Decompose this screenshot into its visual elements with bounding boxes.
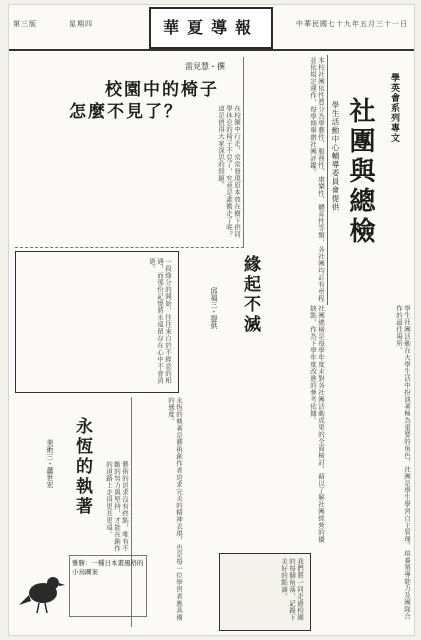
- article-body: 學生社團活動在大學生活中扮演著極為重要的角色，社團是學生學習自主管理、培養領導能力及團隊合作的最佳場所。: [395, 305, 411, 620]
- mid-story-box: [15, 251, 179, 393]
- mid-story-title: 緣起不滅: [240, 255, 260, 335]
- article-body: 社團總檢是每學年度末對各社團活動成果的全面檢討，藉以了解社團經營的優缺點，作為下學年度改進的參考依據。: [309, 305, 325, 543]
- bird-caption: 雅勝：一種日本畫風格的小鳥圖案: [69, 555, 147, 617]
- newspaper-page: [8, 4, 415, 636]
- article-body: 一段緣分的開始，往往來自於不經意的相遇，而那份記憶將永遠留存在心中不會消逝。: [148, 258, 172, 384]
- series-label: 學英會系列專文: [389, 73, 399, 143]
- bottom-left-title: 永恆的執著: [72, 417, 92, 517]
- left-feature-subtitle: 怎麼不見了？: [69, 102, 183, 122]
- left-feature-title: 校園中的椅子: [105, 80, 219, 100]
- bottom-left-byline: 美術三・蕭世宏: [46, 439, 54, 488]
- left-feature-byline: 雷見慧・撰: [185, 62, 225, 71]
- issue-info: 第三版 星期四: [13, 20, 93, 28]
- feature-provider: 學生活動中心輔導委員會提供: [331, 101, 340, 212]
- page-header: [9, 5, 414, 49]
- article-body: 永恆的執著是藝術創作者追求完美的精神表現，也是每一位學習者應具備的態度。: [167, 397, 183, 621]
- article-body: 藝術的追求沒有終點，唯有不斷的努力與堅持，才能在創作的道路上走得更長更遠。: [105, 461, 129, 552]
- article-body: 本校社團依性質分為學藝性、服務性、康樂性、體育性等類，各社團均訂有章程並依規定運作，每學期舉辦社團評鑑。: [309, 57, 325, 302]
- feature-article: [327, 55, 410, 305]
- masthead: 華夏導報: [149, 7, 273, 49]
- header-rule: [9, 49, 414, 51]
- feature-title: 社團與總檢: [345, 97, 375, 247]
- bird-illustration: [19, 565, 65, 615]
- left-feature-article: [15, 57, 244, 248]
- mid-story-byline: 邱福三・提供: [210, 287, 218, 329]
- issue-date: 中華民國七十九年五月三十一日: [296, 20, 408, 28]
- photo-cutout: [219, 553, 311, 631]
- article-body: 在校園中行走，常常發現原本放在樹下供同學休息的椅子不見了，究竟是誰搬走了呢？這是值得大家深思的問題。: [217, 105, 241, 238]
- article-body: 我們將一同走過校園的每個角落，記錄下美好的點滴。: [280, 558, 304, 621]
